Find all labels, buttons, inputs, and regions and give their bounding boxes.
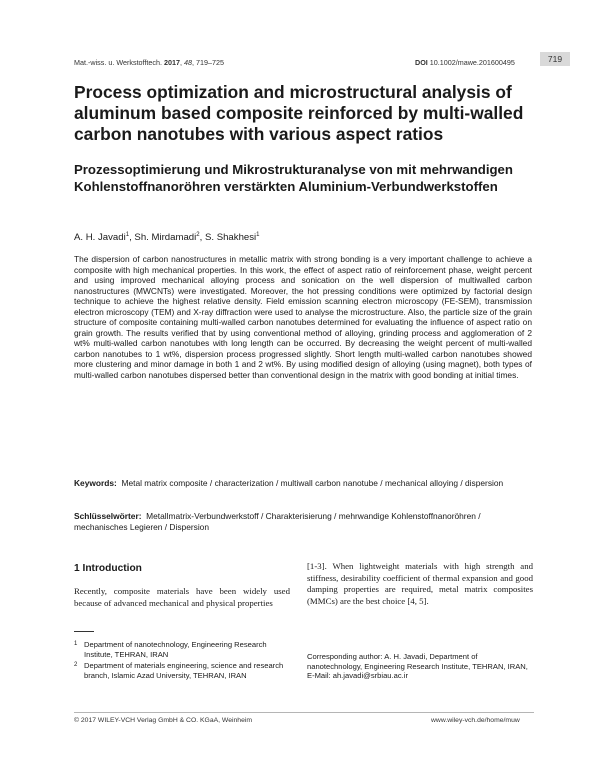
author-affiliation: 1 — [125, 231, 130, 238]
page-number: 719 — [540, 52, 570, 66]
author-list: A. H. Javadi$^1$, Sh. Mirdamadi$^2$, S. Shakhesi$^1$ — [74, 231, 260, 243]
doi-label: DOI — [415, 58, 428, 67]
introduction-text-right: [1-3]. When lightweight materials with high strength and stiffness, desirability coefficient of thermal expansion and good damping properties are required, metal matrix composites (MMCs) are the best choice [4, 5]. — [307, 561, 533, 606]
footnote-text: Department of nanotechnology, Engineering Research Institute, TEHRAN, IRAN — [84, 640, 267, 659]
author-name: Sh. Mirdamadi — [134, 232, 197, 243]
corresponding-author-email[interactable]: E-Mail: ah.javadi@srbiau.ac.ir — [307, 671, 408, 681]
author-affiliation: 2 — [196, 231, 200, 238]
author-affiliation: 1 — [256, 231, 260, 238]
article-subtitle-german: Prozessoptimierung und Mikrostrukturanalyse von mit mehrwandigen Kohlenstoffnanoröhren verstärkten Aluminium-Verbundwerkstoffen — [74, 162, 513, 194]
author-name: S. Shakhesi — [204, 232, 257, 243]
article-title: Process optimization and microstructural analysis of aluminum based composite reinforced by multi-walled carbon nanotubes with various aspect ratios — [74, 82, 524, 144]
publisher-website-link[interactable]: www.wiley-vch.de/home/muw — [431, 717, 520, 724]
keywords-german — [74, 511, 532, 532]
footnote-text: Department of materials engineering, science and research branch, Islamic Azad University, TEHRAN, IRAN — [84, 661, 284, 680]
corresponding-author — [307, 652, 533, 681]
footnote-affiliation-2 — [74, 661, 292, 680]
journal-year: 2017 — [164, 58, 181, 67]
corresponding-author-text: Corresponding author: A. H. Javadi, Department of nanotechnology, Engineering Research Institute, TEHRAN, IRAN, — [307, 652, 528, 671]
journal-citation: Mat.-wiss. u. Werkstofftech. 2017, 48, 719–725 — [74, 58, 224, 67]
introduction-text-left: Recently, composite materials have been widely used because of advanced mechanical and physical properties — [74, 586, 290, 608]
keywords-label: Keywords: — [74, 478, 117, 488]
author-name: A. H. Javadi — [74, 232, 126, 243]
doi — [415, 58, 515, 67]
keywords-german-text: Metallmatrix-Verbundwerkstoff / Charakterisierung / mehrwandige Kohlenstoffnanoröhren / mechanisches Legieren / Dispersion — [74, 511, 481, 532]
doi-value[interactable]: 10.1002/mawe.201600495 — [429, 58, 515, 67]
footnote-number: 2 — [74, 662, 78, 668]
abstract: The dispersion of carbon nanostructures in metallic matrix with strong bonding is a very important challenge to achieve a composite with high mechanical properties. In this work, the effect of aspect ratio of reinforcement phase, weight percent and using improved mechanical alloying process and sonication on the well dispersion of multiwalled carbon nanostructures (MWCNTs) were investigated. Moreover, the hot pressing conditions were optimized by factorial design technique to achieve the highest relative density. Field emission scanning electron microscopy (FE-SEM), transmission electron microscopy (TEM) and X-ray diffraction were used to analyse the microstructure. Also, the particle size of the grain structure of composite containing multi-walled carbon nanotubes determined for evaluating the influence of aspect ratio on grain growth. The results verified that by using conventional method of alloying, grinding process and agglomeration of 2 wt% multi-walled carbon nanotubes with long length can be occurred. By decreasing the weight percent of multi-walled carbon nanotubes to 1 wt%, dispersion process progressed slightly. Short length multi-walled carbon nanotubes showed more clustering and minor damage in both 1 and 2 wt%. By using modified design of alloying (using magnet), both types of multi-walled carbon nanotubes dispersed better than conventional design in the matrix with good bonding at initial times. — [74, 254, 532, 380]
keywords-text: Metal matrix composite / characterization / multiwall carbon nanotube / mechanical alloying / dispersion — [121, 478, 504, 488]
footer-divider — [74, 712, 534, 713]
journal-pages: 719–725 — [196, 58, 224, 67]
section-heading-introduction: 1 Introduction — [74, 563, 142, 574]
journal-prefix: Mat.-wiss. u. Werkstofftech. — [74, 58, 163, 67]
footnote-affiliation-1 — [74, 640, 292, 659]
keywords-german-label: Schlüsselwörter: — [74, 511, 142, 521]
journal-volume: 48 — [184, 58, 193, 67]
footnote-divider — [74, 631, 94, 632]
keywords — [74, 478, 532, 489]
footnote-number: 1 — [74, 641, 78, 647]
copyright-notice: © 2017 WILEY-VCH Verlag GmbH & CO. KGaA, Weinheim — [74, 717, 253, 724]
